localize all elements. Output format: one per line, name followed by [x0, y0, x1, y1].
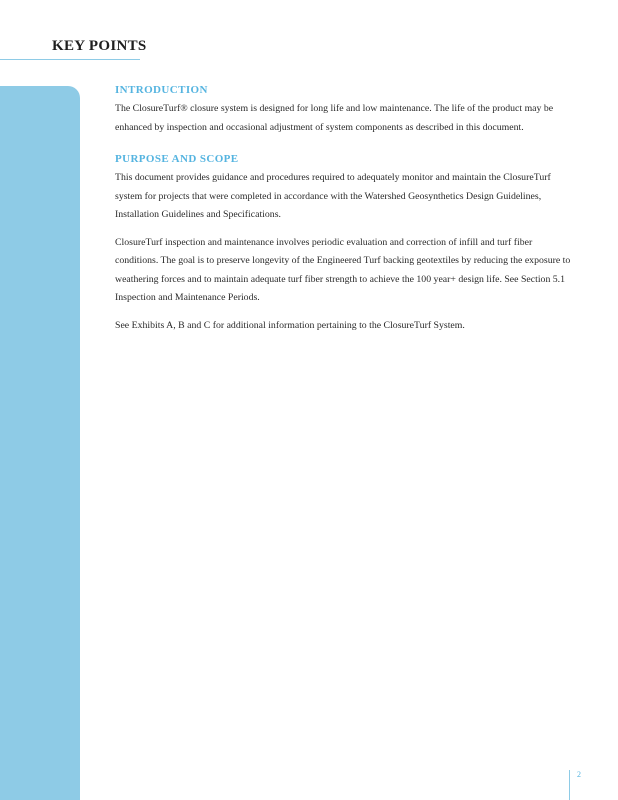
section-purpose-and-scope	[115, 153, 575, 335]
document-body	[115, 84, 575, 335]
section-heading-introduction: INTRODUCTION	[115, 84, 208, 96]
introduction-paragraph: The ClosureTurf® closure system is designed for long life and low maintenance. The life of the product may be enhanced by inspection and occasional adjustment of system components as described in this document.	[115, 103, 554, 133]
page-number-divider	[569, 770, 570, 800]
page-title: KEY POINTS	[52, 38, 147, 54]
page-number: 2	[577, 770, 581, 779]
title-underline	[0, 59, 140, 60]
decorative-side-band	[0, 86, 80, 800]
section-heading-purpose-and-scope: PURPOSE AND SCOPE	[115, 153, 239, 165]
purpose-paragraph-3: See Exhibits A, B and C for additional information pertaining to the ClosureTurf System.	[115, 319, 465, 331]
purpose-paragraph-2: ClosureTurf inspection and maintenance involves periodic evaluation and correction of infill and turf fiber conditions. The goal is to preserve longevity of the Engineered Turf backing geotextiles by reducing the exposure to weathering forces and to maintain adequate turf fiber strength to achieve the 100 year+ design life. See Section 5.1 Inspection and Maintenance Periods.	[115, 236, 571, 303]
purpose-paragraph-1: This document provides guidance and procedures required to adequately monitor and maintain the ClosureTurf system for projects that were completed in accordance with the Watershed Geosynthetics Design Guidelines, Installation Guidelines and Specifications.	[115, 172, 551, 220]
section-introduction	[115, 84, 575, 137]
